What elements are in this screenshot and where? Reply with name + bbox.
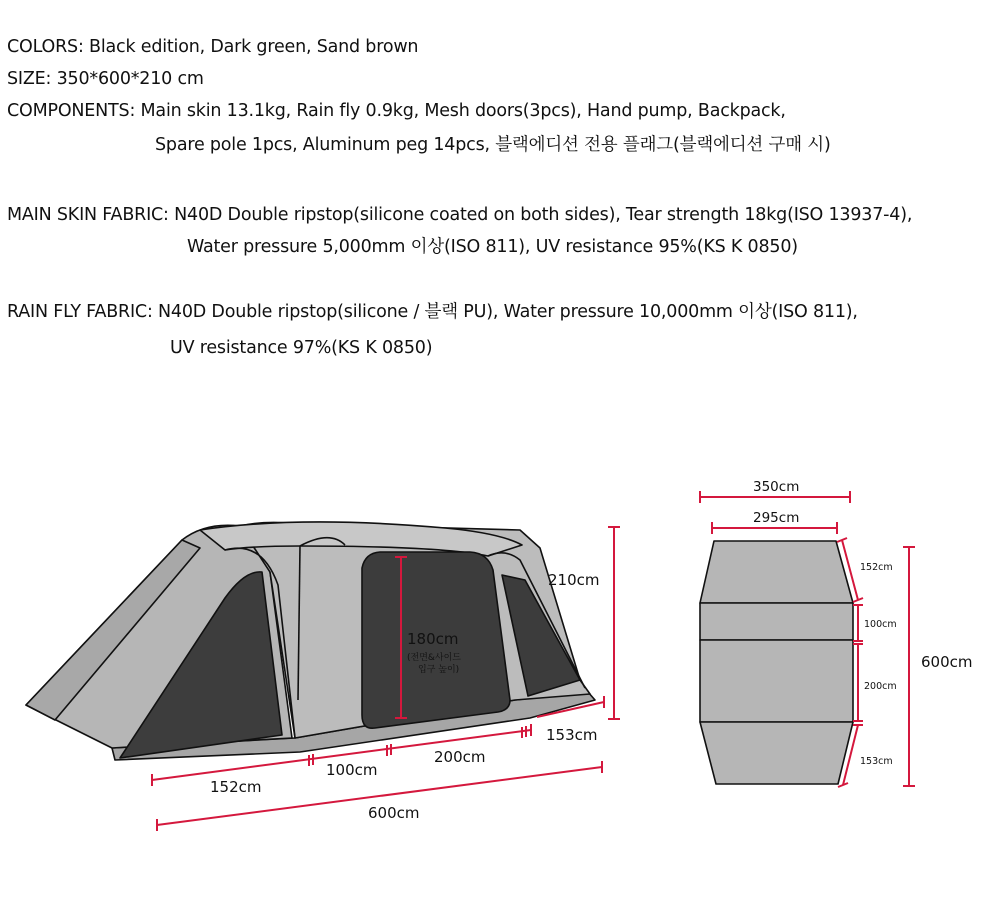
spec-rain-fly-label: RAIN FLY FABRIC: <box>7 302 153 322</box>
spec-colors-label: COLORS: <box>7 37 84 57</box>
tent-top-view <box>700 541 853 784</box>
top-seg-mid1-label: 100cm <box>864 619 897 630</box>
top-width-outer-label: 350cm <box>753 479 800 495</box>
top-seg-front-label: 152cm <box>860 562 893 573</box>
top-length-label: 600cm <box>921 653 973 671</box>
spec-main-skin-line1: N40D Double ripstop(silicone coated on both sides), Tear strength 18kg(ISO 13937-4), <box>174 205 913 225</box>
spec-size-label: SIZE: <box>7 69 52 89</box>
side-height-dimension <box>608 527 620 719</box>
spec-main-skin-line2: Water pressure 5,000mm 이상(ISO 811), UV resistance 95%(KS K 0850) <box>187 237 798 257</box>
side-seg-mid2-label: 200cm <box>434 748 486 766</box>
top-width-inner-label: 295cm <box>753 510 800 526</box>
spec-main-skin-label: MAIN SKIN FABRIC: <box>7 205 169 225</box>
spec-components-line2: Spare pole 1pcs, Aluminum peg 14pcs, 블랙에디션 전용 플래그(블랙에디션 구매 시) <box>155 135 831 155</box>
spec-size-value: 350*600*210 cm <box>56 69 204 89</box>
tent-side-view <box>26 522 595 760</box>
top-view-rear-section <box>700 722 853 784</box>
top-view-front-section <box>700 541 853 603</box>
door-height-label: 180cm <box>407 630 459 648</box>
side-seg-rear-label: 153cm <box>546 726 598 744</box>
top-length-dimension <box>903 547 915 786</box>
side-length-label: 600cm <box>368 804 420 822</box>
spec-colors-value: Black edition, Dark green, Sand brown <box>89 37 419 57</box>
spec-components-line1: Main skin 13.1kg, Rain fly 0.9kg, Mesh doors(3pcs), Hand pump, Backpack, <box>140 101 786 121</box>
spec-rain-fly-line2: UV resistance 97%(KS K 0850) <box>170 338 433 358</box>
spec-components-label: COMPONENTS: <box>7 101 136 121</box>
door-height-note-2: 입구 높이) <box>418 665 460 675</box>
spec-rain-fly-line1: N40D Double ripstop(silicone / 블랙 PU), Water pressure 10,000mm 이상(ISO 811), <box>158 302 858 322</box>
door-height-note-1: (전면&사이드 <box>407 653 461 663</box>
top-view-mid1-section <box>700 603 853 640</box>
top-view-mid2-section <box>700 640 853 722</box>
side-seg-front-label: 152cm <box>210 778 262 796</box>
side-height-label: 210cm <box>548 571 600 589</box>
top-seg-rear-label: 153cm <box>860 756 893 767</box>
top-seg-mid2-label: 200cm <box>864 681 897 692</box>
side-seg-mid1-label: 100cm <box>326 761 378 779</box>
